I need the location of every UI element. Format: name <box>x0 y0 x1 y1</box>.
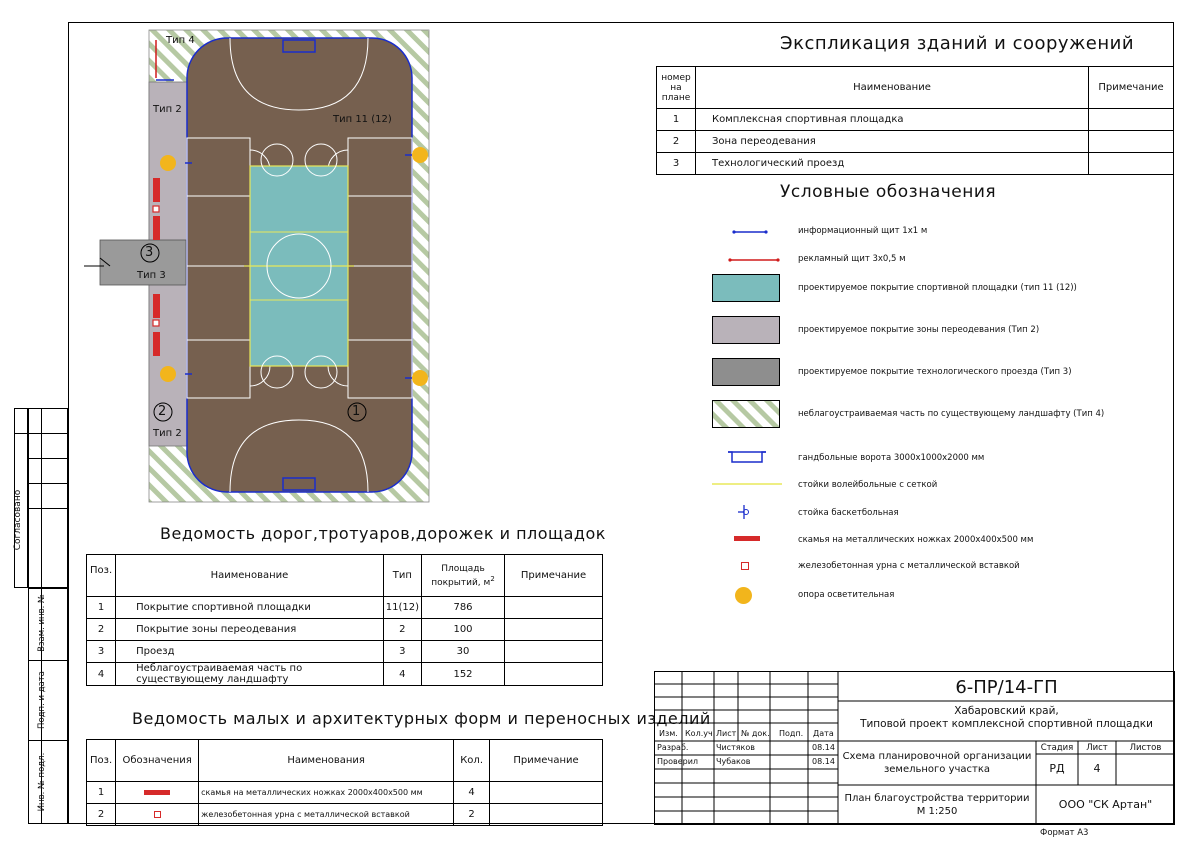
sport-surface-swatch <box>712 274 780 302</box>
marker-2-label: 2 <box>158 404 167 419</box>
tb-role: Разраб. <box>657 743 689 752</box>
small-forms-title: Ведомость малых и архитектурных форм и переносных изделий <box>132 709 711 728</box>
explication-row-num: 1 <box>657 109 696 131</box>
explication-row-note <box>1089 131 1174 153</box>
agreed-label: Согласовано <box>13 489 23 551</box>
tb-format: Формат А3 <box>1040 828 1089 838</box>
bench-icon <box>153 332 160 356</box>
explication-row-name: Технологический проезд <box>696 153 1089 175</box>
explication-header-note: Примечание <box>1089 67 1174 109</box>
side-label-sign: Подп. и дата <box>37 671 47 729</box>
bench-icon <box>153 216 160 240</box>
legend-text: опора осветительная <box>798 590 895 600</box>
tech-road-swatch <box>712 358 780 386</box>
landscape-hatch-swatch <box>713 401 780 428</box>
roads-header: Поз. <box>87 555 116 597</box>
light-pole-icon <box>412 370 428 386</box>
tb-sheet-num: 4 <box>1093 762 1101 775</box>
roads-title: Ведомость дорог,тротуаров,дорожек и площадок <box>160 524 606 543</box>
explication-header-name: Наименование <box>696 67 1089 109</box>
handball-goal-icon <box>728 452 766 462</box>
tb-code: 6-ПР/14-ГП <box>955 677 1058 698</box>
bench-icon <box>153 178 160 202</box>
side-label-replace: Взам. инв. № <box>37 594 47 652</box>
marker-1-label: 1 <box>352 404 361 419</box>
explication-table <box>656 66 1174 175</box>
side-label-inv: Инв. № подл. <box>37 752 47 812</box>
zone-label-type11: Тип 11 (12) <box>333 114 392 125</box>
light-pole-icon <box>160 155 176 171</box>
explication-row-name: Комплексная спортивная площадка <box>696 109 1089 131</box>
light-pole-icon <box>160 366 176 382</box>
legend-text: скамья на металлических ножках 2000х400х500 мм <box>798 535 1034 545</box>
tb-col-header: Дата <box>813 729 834 738</box>
tb-stage-header: Листов <box>1129 743 1162 753</box>
site-plan <box>84 28 444 508</box>
tb-stage: РД <box>1049 762 1065 775</box>
tb-stage-header: Лист <box>1086 743 1108 753</box>
legend-text: информационный щит 1х1 м <box>798 226 928 236</box>
legend-text: проектируемое покрытие технологического проезда (Тип 3) <box>798 367 1072 377</box>
tb-col-header: Кол.уч <box>685 729 713 738</box>
bench-icon <box>734 536 760 541</box>
roads-header: Тип <box>383 555 421 597</box>
explication-row-name: Зона переодевания <box>696 131 1089 153</box>
bin-icon <box>153 320 159 326</box>
explication-header-num: номер на плане <box>657 67 696 109</box>
light-pole-icon <box>735 587 752 604</box>
legend-text: стойки волейбольные с сеткой <box>798 480 938 490</box>
light-pole-icon <box>412 147 428 163</box>
legend-text: проектируемое покрытие спортивной площадки (тип 11 (12)) <box>798 283 1077 293</box>
tb-drawing-title: План благоустройства территории М 1:250 <box>844 793 1030 817</box>
legend-text: стойка баскетбольная <box>798 508 899 518</box>
bin-icon <box>154 811 161 818</box>
tb-date: 08.14 <box>812 743 835 752</box>
tb-col-header: Изм. <box>659 729 678 738</box>
tb-role: Проверил <box>657 757 699 766</box>
bin-icon <box>741 562 749 570</box>
legend-text: рекламный щит 3х0,5 м <box>798 254 906 264</box>
small-forms-table: Поз. Обозначения Наименования Кол. Примечание 1 скамья на металлических ножках 2000х400х500 мм 4 2 железобетонная урна с металлической вставкой 2 <box>86 739 603 826</box>
explication-row-num: 2 <box>657 131 696 153</box>
tb-name: Чубаков <box>716 757 751 766</box>
zone-label-type2-bottom: Тип 2 <box>153 428 182 439</box>
tb-stage-header: Стадия <box>1040 743 1074 753</box>
legend-text: неблагоустраиваемая часть по существующему ландшафту (Тип 4) <box>798 409 1105 419</box>
explication-row-num: 3 <box>657 153 696 175</box>
tb-company: ООО "СК Артан" <box>1058 798 1153 811</box>
bench-icon <box>144 790 170 795</box>
legend-title: Условные обозначения <box>780 182 997 202</box>
explication-row-note <box>1089 109 1174 131</box>
bin-icon <box>153 206 159 212</box>
zone-label-type2-top: Тип 2 <box>153 104 182 115</box>
roads-header-area: Площадь покрытий, $м^2$ <box>422 555 505 597</box>
roads-header: Примечание <box>505 555 603 597</box>
tb-sheet-title: Схема планировочной организации земельного участка <box>842 751 1032 775</box>
tb-project: Хабаровский край, Типовой проект комплексной спортивной площадки <box>860 705 1153 730</box>
roads-table: Поз. Наименование Тип Площадь покрытий, $м^2$ Примечание 1 Покрытие спортивной площадки 11(12) 786 2 Покрытие зоны переодевания 2 100 3 Проезд 3 30 4 Неблагоустраиваемая часть по существующему ландшафту 4 152 <box>86 554 603 686</box>
legend-text: гандбольные ворота 3000х1000х2000 мм <box>798 453 985 463</box>
explication-row-note <box>1089 153 1174 175</box>
legend-text: железобетонная урна с металлической вставкой <box>798 561 1020 571</box>
zone-label-type4: Тип 4 <box>166 35 195 46</box>
tb-name: Чистяков <box>716 743 755 752</box>
tb-col-header: Подп. <box>779 729 804 738</box>
legend-text: проектируемое покрытие зоны переодевания (Тип 2) <box>798 325 1040 335</box>
tb-col-header: Лист <box>716 729 737 738</box>
roads-header: Наименование <box>116 555 384 597</box>
explication-title: Экспликация зданий и сооружений <box>780 33 1135 54</box>
bench-icon <box>153 294 160 318</box>
tb-col-header: № док. <box>741 729 770 738</box>
changing-zone-swatch <box>712 316 780 344</box>
marker-3-label: 3 <box>145 245 154 260</box>
zone-label-type3: Тип 3 <box>137 270 166 281</box>
tb-date: 08.14 <box>812 757 835 766</box>
